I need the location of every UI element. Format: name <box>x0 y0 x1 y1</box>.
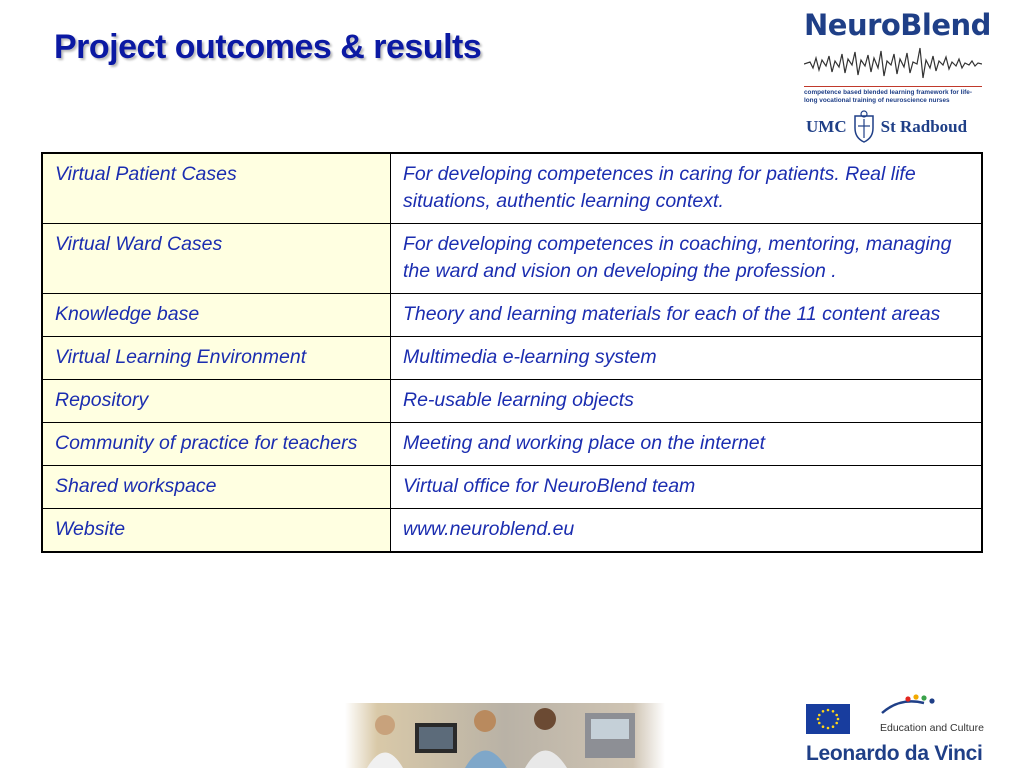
outcome-description-cell: Multimedia e-learning system <box>391 337 983 380</box>
outcome-description-cell: Re-usable learning objects <box>391 380 983 423</box>
outcome-description-cell: Meeting and working place on the internet <box>391 423 983 466</box>
table-row <box>42 337 982 380</box>
leonardo-swoosh-icon <box>880 693 950 715</box>
slide-title: Project outcomes & results <box>54 28 482 66</box>
outcome-item-cell: Shared workspace <box>42 466 391 509</box>
nurses-photo-strip <box>345 703 665 768</box>
outcome-description-cell: For developing competences in caring for patients. Real life situations, authentic learning context. <box>391 153 983 224</box>
outcome-item-cell: Virtual Patient Cases <box>42 153 391 224</box>
table-row <box>42 153 982 224</box>
st-radboud-label: St Radboud <box>880 117 968 136</box>
outcome-description-cell: www.neuroblend.eu <box>391 509 983 553</box>
table-row <box>42 509 982 553</box>
outcome-item-cell: Repository <box>42 380 391 423</box>
education-culture-label: Education and Culture <box>880 722 984 734</box>
umc-label: UMC <box>806 117 847 136</box>
outcome-item-cell: Knowledge base <box>42 294 391 337</box>
eu-flag-icon <box>806 704 850 734</box>
table-row <box>42 423 982 466</box>
outcome-description-cell: Theory and learning materials for each of the 11 content areas <box>391 294 983 337</box>
outcome-description-cell: Virtual office for NeuroBlend team <box>391 466 983 509</box>
leonardo-da-vinci-label: Leonardo da Vinci <box>806 742 983 765</box>
outcome-item-cell: Website <box>42 509 391 553</box>
table-row <box>42 294 982 337</box>
table-row <box>42 224 982 294</box>
outcome-item-cell: Virtual Ward Cases <box>42 224 391 294</box>
outcome-description-cell: For developing competences in coaching, mentoring, managing the ward and vision on developing the profession . <box>391 224 983 294</box>
neuroblend-tagline: competence based blended learning framework for life-long vocational training of neuroscience nurses <box>804 86 982 105</box>
outcome-item-cell: Virtual Learning Environment <box>42 337 391 380</box>
neuroblend-logo <box>804 8 991 105</box>
table-row <box>42 466 982 509</box>
outcome-item-cell: Community of practice for teachers <box>42 423 391 466</box>
umc-radboud-logo <box>806 108 986 146</box>
eeg-wave-icon <box>804 42 982 86</box>
outcomes-table <box>41 152 983 553</box>
table-row <box>42 380 982 423</box>
neuroblend-wordmark: NeuroBlend <box>804 8 991 42</box>
crest-icon <box>851 110 877 144</box>
